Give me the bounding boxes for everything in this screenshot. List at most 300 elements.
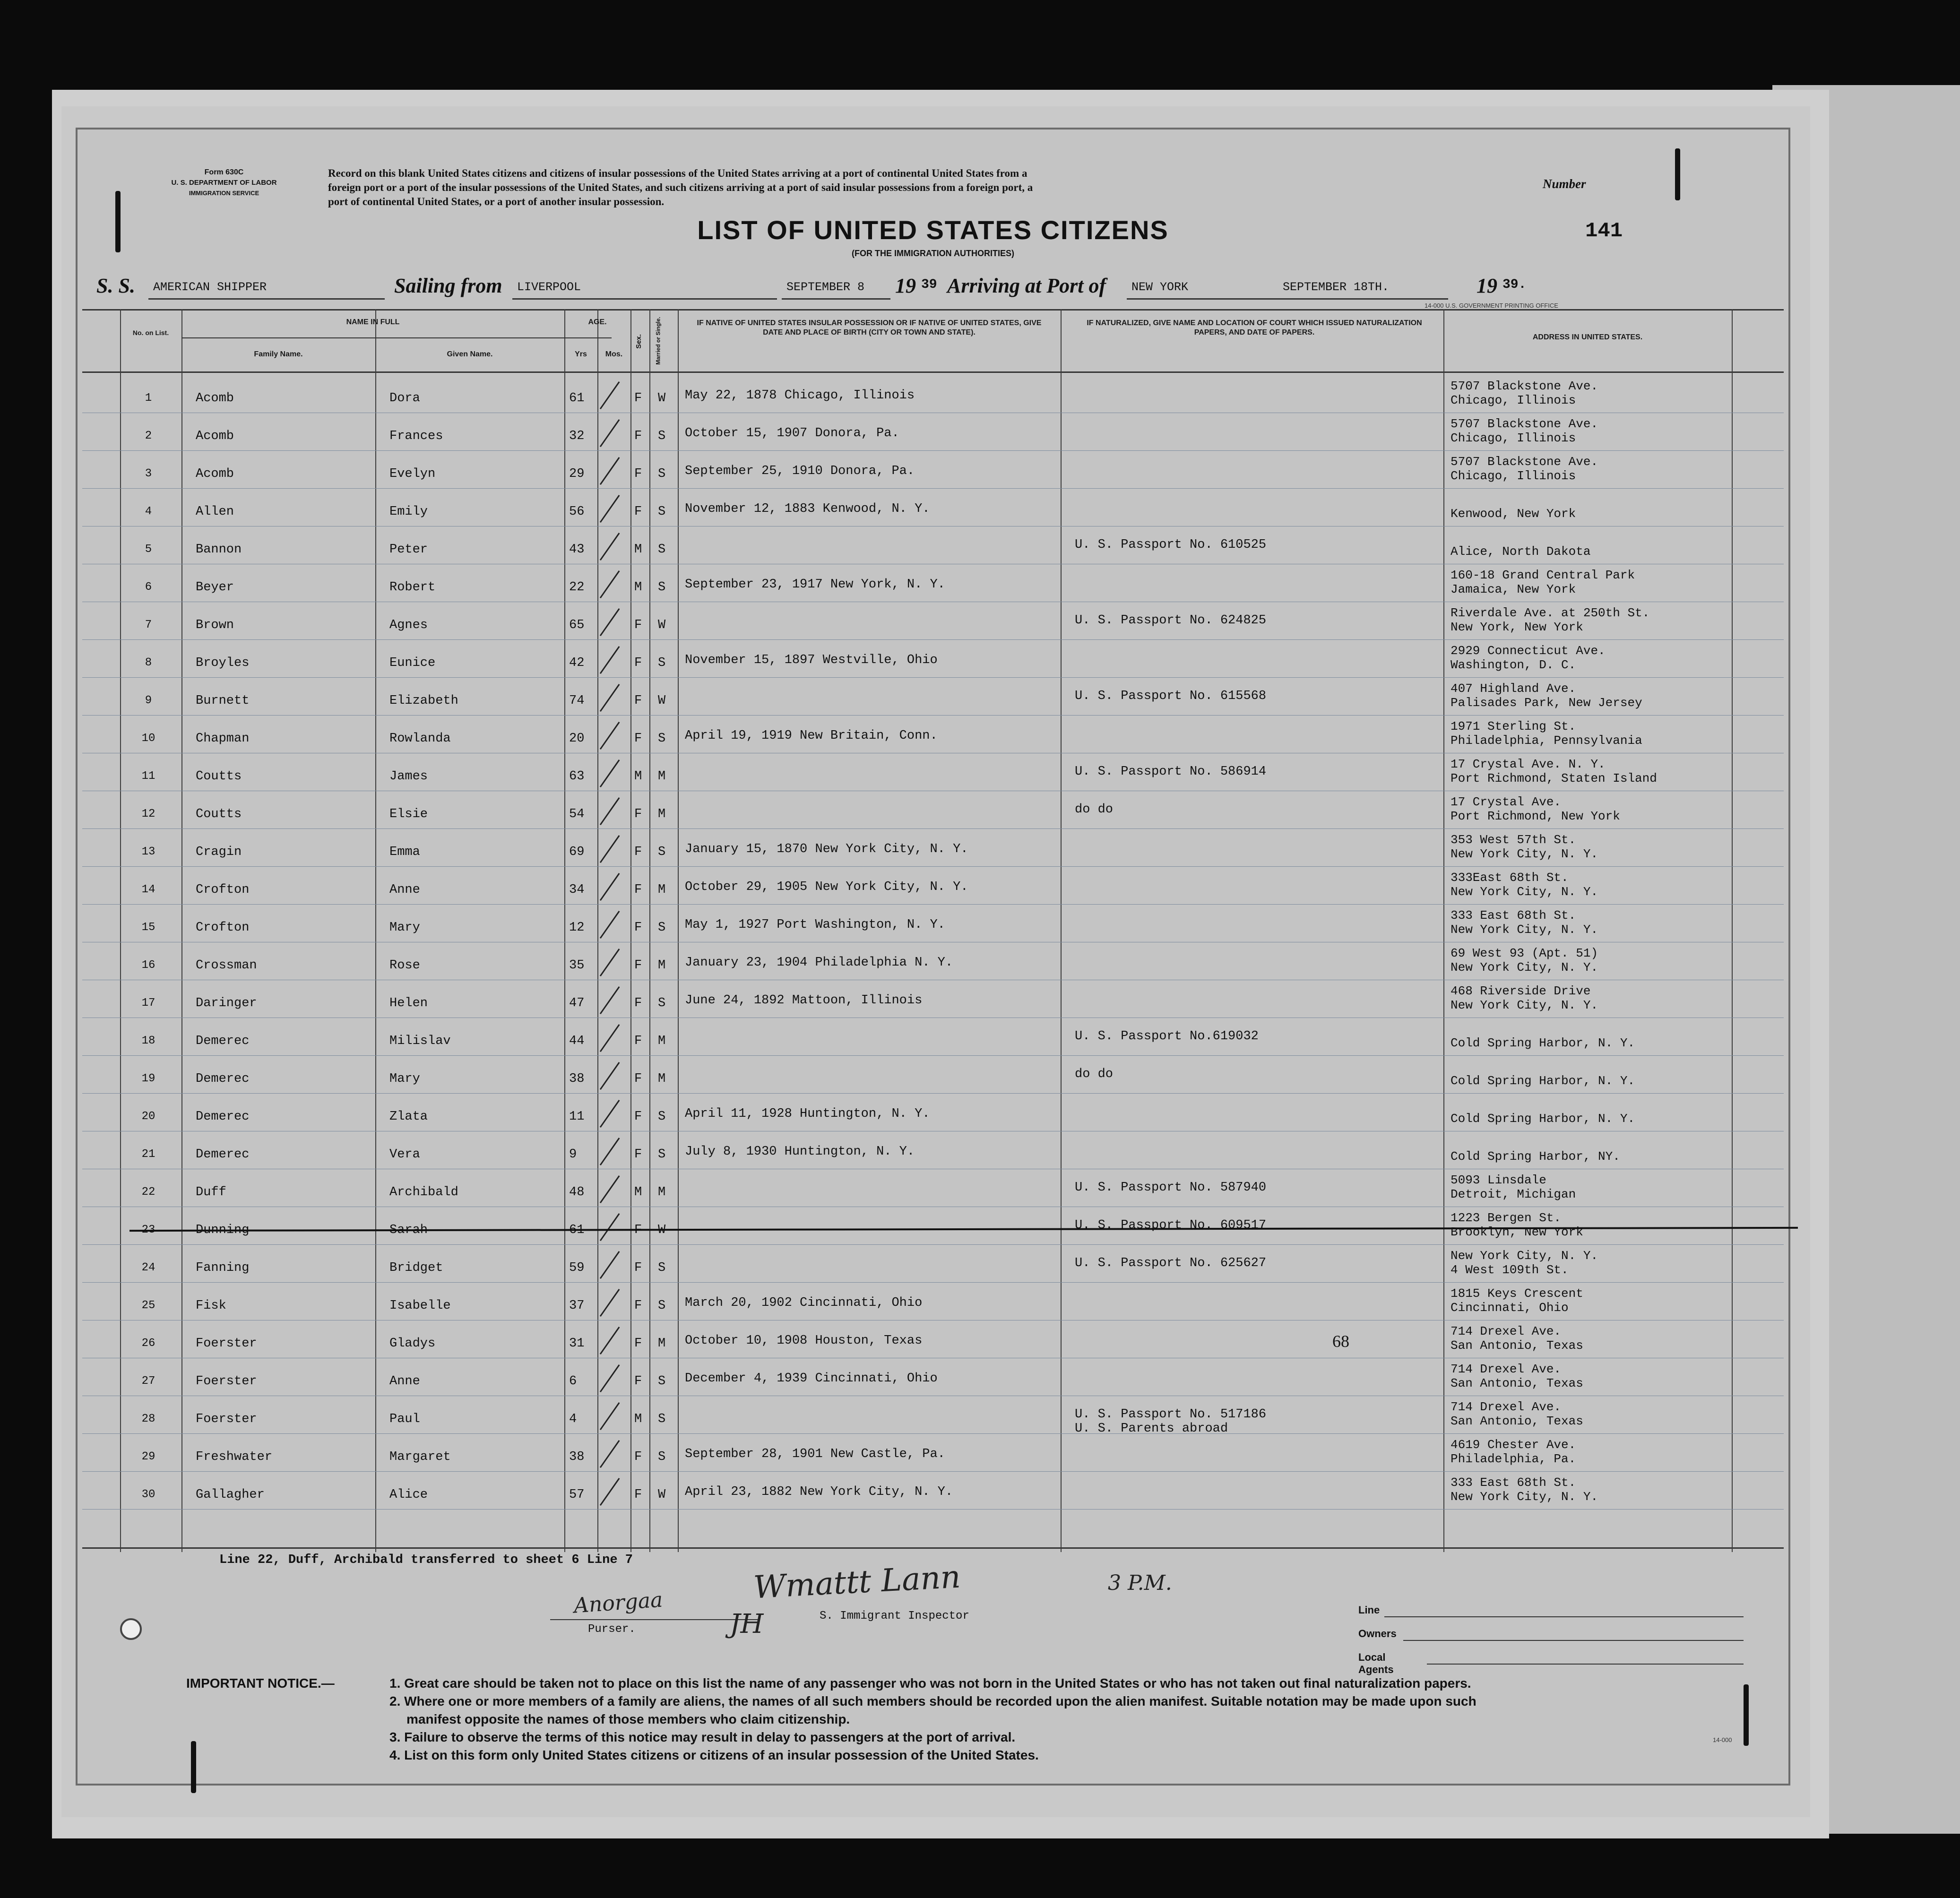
address-line-1: 714 Drexel Ave. [1451, 1400, 1562, 1414]
marital-status: S [658, 1412, 666, 1426]
sailing-year: 39 [921, 277, 937, 292]
given-name: Evelyn [389, 467, 436, 481]
given-name: Frances [389, 429, 443, 443]
age-months-tick-mark [600, 1175, 620, 1203]
arrival-date: SEPTEMBER 18TH. [1283, 280, 1390, 294]
age-years: 43 [569, 543, 585, 557]
naturalization: U. S. Passport No. 517186 [1075, 1407, 1267, 1422]
age-months-tick-mark [600, 608, 620, 636]
header-given-name: Given Name. [447, 350, 493, 358]
row-number: 4 [145, 505, 152, 518]
naturalization: do do [1075, 1067, 1114, 1081]
row-number: 10 [141, 732, 155, 745]
address-line-2: Port Richmond, New York [1451, 809, 1620, 823]
age-years: 11 [569, 1110, 585, 1124]
instruction-line: foreign port or a port of the insular possessions of the United States, and such citizens arriving at a port of said insular possessions from a foreign port, a [328, 181, 1033, 193]
instruction-line: port of continental United States, or a port of another insular possession. [328, 196, 665, 207]
naturalization: U. S. Passport No. 624825 [1075, 613, 1267, 628]
manifest-page [76, 128, 1790, 1786]
address-line-2: New York, New York [1451, 620, 1583, 634]
family-name: Demerec [196, 1034, 250, 1048]
age-months-tick-mark [600, 570, 620, 598]
age-months-tick-mark [600, 495, 620, 523]
row-number: 26 [141, 1337, 155, 1350]
family-name: Duff [196, 1185, 226, 1199]
marital-status: S [658, 1450, 666, 1464]
address-line-2: Cold Spring Harbor, NY. [1451, 1149, 1620, 1164]
birth-date-place: April 11, 1928 Huntington, N. Y. [685, 1107, 930, 1121]
arrival-century: 19 [1476, 274, 1497, 297]
family-name: Acomb [196, 467, 234, 481]
naturalization: U. S. Passport No. 587940 [1075, 1181, 1267, 1195]
marital-status: S [658, 580, 666, 595]
owners-label: Owners [1358, 1628, 1397, 1639]
address-line-1: 714 Drexel Ave. [1451, 1362, 1562, 1376]
address-line-1: 5707 Blackstone Ave. [1451, 417, 1598, 431]
header-years: Yrs [575, 350, 587, 358]
row-number: 12 [141, 808, 155, 820]
given-name: Robert [389, 580, 436, 595]
age-months-tick-mark [600, 949, 620, 976]
row-number: 14 [141, 883, 155, 896]
family-name: Crossman [196, 958, 257, 973]
notice-item-2: 2. Where one or more members of a family are aliens, the names of all such members should be recorded upon the alien manifest. Suitable notation may be made upon such [389, 1694, 1476, 1708]
sex: F [634, 883, 642, 897]
given-name: Mary [389, 1072, 420, 1086]
arriving-label: Arriving at Port of [947, 274, 1106, 297]
address-line-2: Chicago, Illinois [1451, 431, 1576, 445]
naturalization: U. S. Passport No.619032 [1075, 1029, 1259, 1044]
marital-status: M [658, 1034, 666, 1048]
naturalization: U. S. Passport No. 586914 [1075, 765, 1267, 779]
purser-signature: Anorgaa [573, 1587, 664, 1618]
marital-status: S [658, 1147, 666, 1162]
birth-date-place: September 28, 1901 New Castle, Pa. [685, 1447, 945, 1461]
family-name: Crofton [196, 883, 250, 897]
marital-status: S [658, 505, 666, 519]
row-number: 8 [145, 656, 152, 669]
row-number: 29 [141, 1450, 155, 1463]
address-line-1: 5707 Blackstone Ave. [1451, 455, 1598, 469]
age-years: 57 [569, 1488, 585, 1502]
birth-date-place: March 20, 1902 Cincinnati, Ohio [685, 1296, 923, 1310]
row-number: 17 [141, 997, 155, 1009]
family-name: Burnett [196, 694, 250, 708]
family-name: Demerec [196, 1110, 250, 1124]
ss-label: S. S. [96, 274, 135, 297]
list-number: 141 [1585, 219, 1623, 243]
age-months-tick-mark [600, 835, 620, 863]
address-line-2: Brooklyn, New York [1451, 1225, 1583, 1239]
address-line-2: New York City, N. Y. [1451, 847, 1598, 861]
row-number: 22 [141, 1186, 155, 1199]
sex: F [634, 958, 642, 973]
address-line-2: Detroit, Michigan [1451, 1187, 1576, 1201]
address-line-1: 4619 Chester Ave. [1451, 1438, 1576, 1452]
marital-status: M [658, 1072, 666, 1086]
given-name: Alice [389, 1488, 428, 1502]
given-name: Rose [389, 958, 420, 973]
address-line-2: Washington, D. C. [1451, 658, 1576, 672]
sex: F [634, 505, 642, 519]
address-line-2: Port Richmond, Staten Island [1451, 771, 1657, 785]
address-line-1: 17 Crystal Ave. N. Y. [1451, 757, 1606, 771]
address-line-1: 69 West 93 (Apt. 51) [1451, 946, 1598, 960]
header-sex: Sex. [634, 334, 643, 349]
address-line-1: 353 West 57th St. [1451, 833, 1576, 847]
row-number: 20 [141, 1110, 155, 1123]
family-name: Freshwater [196, 1450, 273, 1464]
instruction-line: Record on this blank United States citizens and citizens of insular possessions of the United States arriving at a port of continental United States from a [328, 167, 1027, 179]
address-line-2: Jamaica, New York [1451, 582, 1576, 596]
birth-date-place: September 25, 1910 Donora, Pa. [685, 464, 915, 478]
age-months-tick-mark [600, 1138, 620, 1165]
binding-mark [1675, 148, 1680, 200]
given-name: Dora [389, 391, 420, 405]
address-line-2: New York City, N. Y. [1451, 960, 1598, 975]
age-years: 48 [569, 1185, 585, 1199]
family-name: Beyer [196, 580, 234, 595]
margin-note-68: 68 [1332, 1332, 1349, 1351]
sex: M [634, 769, 642, 784]
given-name: Anne [389, 883, 420, 897]
family-name: Acomb [196, 391, 234, 405]
age-months-tick-mark [600, 1024, 620, 1052]
age-years: 34 [569, 883, 585, 897]
birth-date-place: October 10, 1908 Houston, Texas [685, 1334, 923, 1348]
row-number: 23 [141, 1224, 155, 1236]
marital-status: S [658, 921, 666, 935]
marital-status: S [658, 1261, 666, 1275]
marital-status: M [658, 958, 666, 973]
given-name: Emma [389, 845, 420, 859]
address-line-1: 468 Riverside Drive [1451, 984, 1591, 998]
family-name: Gallagher [196, 1488, 265, 1502]
row-number: 3 [145, 467, 152, 480]
birth-date-place: October 29, 1905 New York City, N. Y. [685, 880, 968, 894]
age-years: 61 [569, 391, 585, 405]
age-years: 32 [569, 429, 585, 443]
sailing-date: SEPTEMBER 8 [786, 280, 865, 294]
address-line-1: 17 Crystal Ave. [1451, 795, 1562, 809]
given-name: Paul [389, 1412, 420, 1426]
local-agents-label: Local Agents [1358, 1651, 1394, 1675]
sailing-century: 19 [895, 274, 916, 297]
row-number: 11 [141, 770, 155, 783]
row-number: 5 [145, 543, 152, 556]
address-line-2: Cold Spring Harbor, N. Y. [1451, 1074, 1635, 1088]
marital-status: S [658, 996, 666, 1010]
birth-date-place: October 15, 1907 Donora, Pa. [685, 426, 899, 440]
sex: F [634, 732, 642, 746]
form-instructions [328, 166, 1576, 209]
birth-date-place: April 23, 1882 New York City, N. Y. [685, 1485, 953, 1499]
address-line-2: Cold Spring Harbor, N. Y. [1451, 1112, 1635, 1126]
family-name: Coutts [196, 807, 242, 821]
birth-date-place: May 1, 1927 Port Washington, N. Y. [685, 918, 945, 932]
age-years: 59 [569, 1261, 585, 1275]
naturalization: U. S. Passport No. 615568 [1075, 689, 1267, 703]
given-name: Bridget [389, 1261, 443, 1275]
address-line-1: 5707 Blackstone Ave. [1451, 379, 1598, 393]
age-months-tick-mark [600, 1289, 620, 1317]
family-name: Coutts [196, 769, 242, 784]
address-line-1: 5093 Linsdale [1451, 1173, 1546, 1187]
birth-date-place: April 19, 1919 New Britain, Conn. [685, 729, 938, 743]
given-name: Eunice [389, 656, 436, 670]
address-line-2: Palisades Park, New Jersey [1451, 696, 1642, 710]
age-months-tick-mark [600, 646, 620, 674]
birth-date-place: May 22, 1878 Chicago, Illinois [685, 388, 915, 403]
sex: F [634, 1223, 642, 1237]
family-name: Brown [196, 618, 234, 632]
given-name: Gladys [389, 1337, 436, 1351]
age-years: 42 [569, 656, 585, 670]
address-line-2: Cold Spring Harbor, N. Y. [1451, 1036, 1635, 1050]
inspector-label: S. Immigrant Inspector [820, 1610, 969, 1622]
header-name-in-full: NAME IN FULL [346, 318, 400, 326]
sex: F [634, 996, 642, 1010]
address-line-1: Riverdale Ave. at 250th St. [1451, 606, 1650, 620]
age-months-tick-mark [600, 722, 620, 750]
family-name: Foerster [196, 1337, 257, 1351]
age-months-tick-mark [600, 457, 620, 485]
naturalization: do do [1075, 802, 1114, 817]
given-name: Emily [389, 505, 428, 519]
page-title: LIST OF UNITED STATES CITIZENS [697, 215, 1169, 245]
age-years: 22 [569, 580, 585, 595]
marital-status: M [658, 769, 666, 784]
inspector-signature: Wmattt Lann [752, 1558, 962, 1606]
marital-status: S [658, 656, 666, 670]
address-line-1: 333East 68th St. [1451, 871, 1569, 885]
age-years: 61 [569, 1223, 585, 1237]
header-months: Mos. [605, 350, 623, 358]
header-married-single: Married or Single. [655, 317, 662, 365]
age-months-tick-mark [600, 381, 620, 409]
marital-status: S [658, 732, 666, 746]
given-name: Zlata [389, 1110, 428, 1124]
voyage-line [92, 274, 1774, 302]
purser-label: Purser. [588, 1623, 636, 1636]
marital-status: W [658, 391, 666, 405]
row-number: 19 [141, 1072, 155, 1085]
family-name: Fisk [196, 1299, 226, 1313]
sex: F [634, 1488, 642, 1502]
header-birth: IF NATIVE OF UNITED STATES INSULAR POSSESSION OR IF NATIVE OF UNITED STATES, GIVE DATE AND PLACE OF BIRTH (CITY OR TOWN AND STATE). [697, 319, 1042, 336]
age-months-tick-mark [600, 797, 620, 825]
row-number: 21 [141, 1148, 155, 1161]
marital-status: M [658, 1337, 666, 1351]
family-name: Demerec [196, 1072, 250, 1086]
family-name: Fanning [196, 1261, 250, 1275]
row-number: 7 [145, 619, 152, 631]
notice-item-3: 3. Failure to observe the terms of this notice may result in delay to passengers at the port of arrival. [389, 1730, 1016, 1744]
family-name: Foerster [196, 1374, 257, 1389]
marital-status: M [658, 1185, 666, 1199]
sex: M [634, 1412, 642, 1426]
age-months-tick-mark [600, 986, 620, 1014]
naturalization: U. S. Passport No. 625627 [1075, 1256, 1267, 1270]
family-name: Dunning [196, 1223, 250, 1237]
marital-status: S [658, 1374, 666, 1389]
sex: F [634, 1337, 642, 1351]
age-months-tick-mark [600, 1213, 620, 1241]
address-line-2: Alice, North Dakota [1451, 544, 1591, 559]
arrival-year: 39. [1502, 277, 1527, 292]
birth-date-place: July 8, 1930 Huntington, N. Y. [685, 1145, 915, 1159]
address-line-2: Philadelphia, Pa. [1451, 1452, 1576, 1466]
row-number: 30 [141, 1488, 155, 1501]
naturalization: U. S. Passport No. 610525 [1075, 538, 1267, 552]
age-years: 4 [569, 1412, 577, 1426]
naturalization-note: U. S. Parents abroad [1075, 1422, 1228, 1436]
arrival-port: NEW YORK [1131, 280, 1189, 294]
sex: F [634, 1261, 642, 1275]
address-line-2: New York City, N. Y. [1451, 998, 1598, 1012]
age-years: 47 [569, 996, 585, 1010]
sex: F [634, 1147, 642, 1162]
marital-status: W [658, 1223, 666, 1237]
age-months-tick-mark [600, 1062, 620, 1090]
age-years: 9 [569, 1147, 577, 1162]
age-years: 35 [569, 958, 585, 973]
printing-office-stamp: 14-000 U.S. GOVERNMENT PRINTING OFFICE [1425, 302, 1558, 309]
sex: F [634, 618, 642, 632]
row-number: 2 [145, 430, 152, 442]
notice-item-4: 4. List on this form only United States citizens or citizens of an insular possession of the United States. [389, 1748, 1039, 1762]
age-years: 38 [569, 1450, 585, 1464]
given-name: James [389, 769, 428, 784]
age-months-tick-mark [600, 1364, 620, 1392]
family-name: Chapman [196, 732, 250, 746]
age-months-tick-mark [600, 1440, 620, 1468]
row-number: 1 [145, 392, 152, 405]
address-line-2: New York City, N. Y. [1451, 1490, 1598, 1504]
address-line-2: Cincinnati, Ohio [1451, 1301, 1569, 1315]
row-number: 13 [141, 845, 155, 858]
given-name: Peter [389, 543, 428, 557]
given-name: Archibald [389, 1185, 458, 1199]
header-address: ADDRESS IN UNITED STATES. [1532, 333, 1643, 341]
marital-status: W [658, 1488, 666, 1502]
address-line-2: Chicago, Illinois [1451, 469, 1576, 483]
age-years: 12 [569, 921, 585, 935]
address-line-2: New York City, N. Y. [1451, 923, 1598, 937]
form-service: IMMIGRATION SERVICE [189, 190, 259, 197]
sex: F [634, 391, 642, 405]
address-line-1: 333 East 68th St. [1451, 908, 1576, 923]
age-months-tick-mark [600, 419, 620, 447]
age-years: 54 [569, 807, 585, 821]
address-line-1: 1223 Bergen St. [1451, 1211, 1562, 1225]
birth-date-place: January 23, 1904 Philadelphia N. Y. [685, 956, 953, 970]
age-years: 31 [569, 1337, 585, 1351]
marital-status: S [658, 845, 666, 859]
row-number: 27 [141, 1375, 155, 1388]
birth-date-place: December 4, 1939 Cincinnati, Ohio [685, 1372, 938, 1386]
bottom-printing-code: 14-000 [1713, 1736, 1732, 1743]
sex: F [634, 656, 642, 670]
sailing-port: LIVERPOOL [517, 280, 581, 294]
sex: M [634, 543, 642, 557]
sex: F [634, 694, 642, 708]
given-name: Helen [389, 996, 428, 1010]
family-name: Cragin [196, 845, 242, 859]
marital-status: W [658, 694, 666, 708]
birth-date-place: January 15, 1870 New York City, N. Y. [685, 842, 968, 856]
header-no-on-list: No. on List. [132, 329, 169, 336]
row-number: 6 [145, 581, 152, 594]
address-line-1: New York City, N. Y. [1451, 1249, 1598, 1263]
sex: F [634, 1450, 642, 1464]
page-subtitle: (FOR THE IMMIGRATION AUTHORITIES) [852, 249, 1014, 258]
sex: F [634, 1299, 642, 1313]
row-number: 28 [141, 1413, 155, 1425]
ship-name: AMERICAN SHIPPER [153, 280, 267, 294]
age-months-tick-mark [600, 1251, 620, 1279]
punch-hole [120, 1618, 142, 1640]
age-months-tick-mark [600, 1402, 620, 1430]
marital-status: M [658, 883, 666, 897]
header-age: AGE. [588, 318, 607, 326]
sex: F [634, 807, 642, 821]
birth-date-place: November 15, 1897 Westville, Ohio [685, 653, 938, 667]
given-name: Elsie [389, 807, 428, 821]
purser-initials: JH [730, 1609, 764, 1639]
inspector-time-note: 3 P.M. [1108, 1571, 1172, 1595]
form-identifier [134, 167, 314, 198]
age-months-tick-mark [600, 1478, 620, 1506]
address-line-2: San Antonio, Texas [1451, 1414, 1583, 1428]
row-number: 16 [141, 959, 155, 972]
address-line-2: New York City, N. Y. [1451, 885, 1598, 899]
age-months-tick-mark [600, 911, 620, 939]
sex: M [634, 1185, 642, 1199]
family-name: Allen [196, 505, 234, 519]
line-label: Line [1358, 1604, 1380, 1616]
address-line-2: 4 West 109th St. [1451, 1263, 1569, 1277]
given-name: Isabelle [389, 1299, 451, 1313]
family-name: Broyles [196, 656, 250, 670]
sex: F [634, 845, 642, 859]
address-line-1: 333 East 68th St. [1451, 1475, 1576, 1490]
family-name: Demerec [196, 1147, 250, 1162]
sex: M [634, 580, 642, 595]
age-years: 38 [569, 1072, 585, 1086]
given-name: Margaret [389, 1450, 451, 1464]
row-number: 9 [145, 694, 152, 707]
given-name: Milislav [389, 1034, 451, 1048]
binding-mark [191, 1741, 196, 1793]
sex: F [634, 1374, 642, 1389]
form-code: Form 630C [204, 168, 244, 176]
row-number: 18 [141, 1035, 155, 1047]
age-years: 56 [569, 505, 585, 519]
address-line-1: 2929 Connecticut Ave. [1451, 644, 1606, 658]
number-label: Number [1543, 177, 1586, 191]
birth-date-place: September 23, 1917 New York, N. Y. [685, 578, 945, 592]
marital-status: W [658, 618, 666, 632]
age-years: 37 [569, 1299, 585, 1313]
given-name: Sarah [389, 1223, 428, 1237]
sex: F [634, 1034, 642, 1048]
age-years: 6 [569, 1374, 577, 1389]
age-years: 74 [569, 694, 585, 708]
marital-status: S [658, 1110, 666, 1124]
address-line-1: 160-18 Grand Central Park [1451, 568, 1635, 582]
address-line-1: 407 Highland Ave. [1451, 682, 1576, 696]
